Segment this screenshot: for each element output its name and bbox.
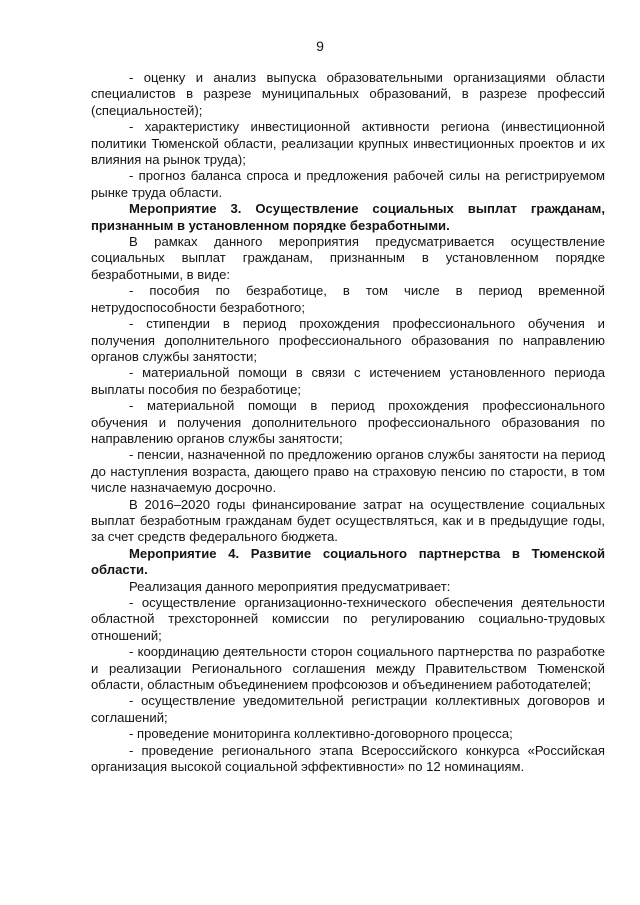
body-paragraph: - осуществление организационно-технического обеспечения деятельности областной трехсторонней комиссии по регулированию социально-трудовых отношений; [91, 595, 605, 643]
body-paragraph: - проведение мониторинга коллективно-договорного процесса; [129, 726, 513, 742]
body-paragraph: - проведение регионального этапа Всероссийского конкурса «Российская организация высокой социальной эффективности» по 12 номинациям. [91, 742, 605, 775]
body-paragraph: - характеристику инвестиционной активности региона (инвестиционной политики Тюменской области, реализации крупных инвестиционных проектов и их влияния на рынок труда); [91, 119, 605, 168]
body-paragraph: - осуществление уведомительной регистрации коллективных договоров и соглашений; [91, 693, 605, 725]
body-paragraph: - пособия по безработице, в том числе в период временной нетрудоспособности безработного; [91, 283, 605, 315]
body-paragraph: - стипендии в период прохождения профессионального обучения и получения дополнительного профессионального образования по направлению органов службы занятости; [91, 316, 605, 364]
body-paragraph: - материальной помощи в связи с истечением установленного периода выплаты пособия по безработице; [91, 365, 605, 397]
body-paragraph: Реализация данного мероприятия предусматривает: [129, 578, 451, 594]
body-paragraph: - оценку и анализ выпуска образовательными организациями области специалистов в разрезе муниципальных образований, в разрезе профессий (специальностей); [91, 70, 605, 118]
body-paragraph: - материальной помощи в период прохождения профессионального обучения и получения дополнительного профессионального образования по направлению органов службы занятости; [91, 398, 605, 446]
body-paragraph: - координацию деятельности сторон социального партнерства по разработке и реализации Регионального соглашения между Правительством Тюменской области, областным объединением профсоюзов и объединением работодателей; [91, 644, 605, 693]
body-paragraph: В рамках данного мероприятия предусматривается осуществление социальных выплат гражданам, признанным в установленном порядке безработными, в виде: [91, 234, 605, 282]
body-paragraph: - прогноз баланса спроса и предложения рабочей силы на регистрируемом рынке труда области. [91, 168, 605, 200]
body-paragraph: - пенсии, назначенной по предложению органов службы занятости на период до наступления возраста, дающего право на страховую пенсию по старости, в том числе назначаемую досрочно. [91, 447, 605, 496]
document-body [91, 70, 605, 775]
section-heading: Мероприятие 4. Развитие социального партнерства в Тюменской области. [91, 545, 605, 578]
body-paragraph: В 2016–2020 годы финансирование затрат на осуществление социальных выплат безработным гражданам будет осуществляться, как и в предыдущие годы, за счет средств федерального бюджета. [91, 496, 605, 545]
page-number: 9 [316, 38, 324, 54]
section-heading: Мероприятие 3. Осуществление социальных выплат гражданам, признанным в установленном порядке безработными. [91, 201, 605, 233]
